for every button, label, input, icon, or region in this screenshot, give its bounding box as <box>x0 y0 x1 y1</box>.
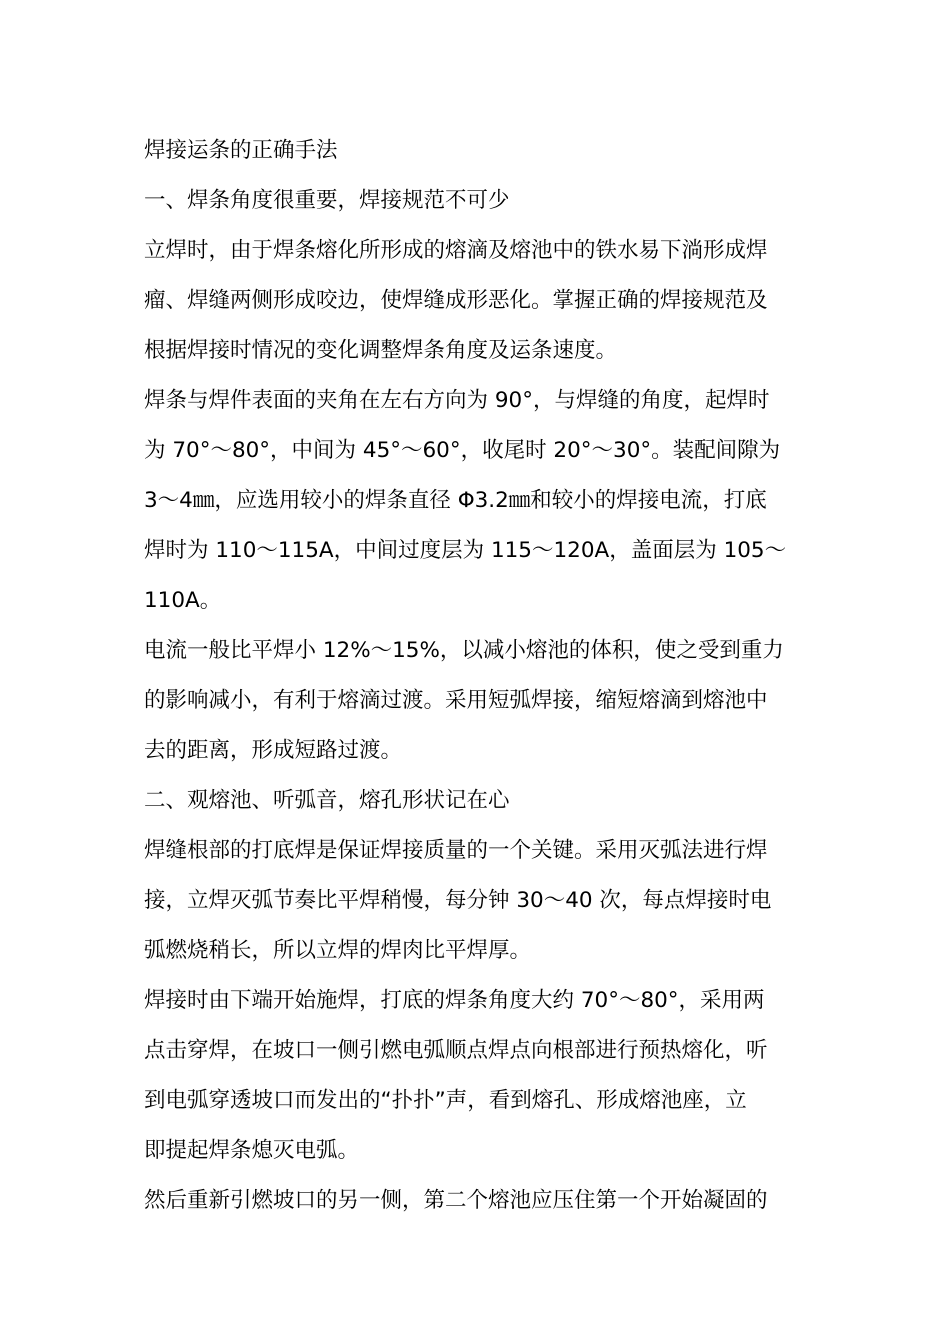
section-2 <box>144 776 808 1226</box>
document-title: 焊接运条的正确手法 <box>144 138 338 163</box>
document-page <box>144 126 808 1226</box>
section-heading: 一、焊条角度很重要，焊接规范不可少 <box>144 188 510 213</box>
text-line: 为 70°～80°，中间为 45°～60°，收尾时 20°～30°。装配间隙为 <box>144 438 781 463</box>
section-heading: 二、观熔池、听弧音，熔孔形状记在心 <box>144 788 510 813</box>
paragraph <box>144 376 808 626</box>
paragraph <box>144 826 808 976</box>
text-line: 点击穿焊，在坡口一侧引燃电弧顺点焊点向根部进行预热熔化，听 <box>144 1038 768 1063</box>
text-line: 立焊时，由于焊条熔化所形成的熔滴及熔池中的铁水易下淌形成焊 <box>144 238 768 263</box>
text-line: 接，立焊灭弧节奏比平焊稍慢，每分钟 30～40 次，每点焊接时电 <box>144 888 772 913</box>
text-line: 弧燃烧稍长，所以立焊的焊肉比平焊厚。 <box>144 938 532 963</box>
text-line: 焊接时由下端开始施焊，打底的焊条角度大约 70°～80°，采用两 <box>144 988 765 1013</box>
text-line: 3～4㎜，应选用较小的焊条直径 Φ3.2㎜和较小的焊接电流，打底 <box>144 488 767 513</box>
paragraph <box>144 1176 808 1226</box>
text-line: 去的距离，形成短路过渡。 <box>144 738 403 763</box>
text-line: 的影响减小，有利于熔滴过渡。采用短弧焊接，缩短熔滴到熔池中 <box>144 688 768 713</box>
text-line: 到电弧穿透坡口而发出的“扑扑”声，看到熔孔、形成熔池座，立 <box>144 1088 747 1113</box>
text-line: 110A。 <box>144 588 222 613</box>
paragraph <box>144 976 808 1176</box>
text-line: 焊条与焊件表面的夹角在左右方向为 90°，与焊缝的角度，起焊时 <box>144 388 770 413</box>
section-1 <box>144 176 808 776</box>
text-line: 瘤、焊缝两侧形成咬边，使焊缝成形恶化。掌握正确的焊接规范及 <box>144 288 768 313</box>
text-line: 焊时为 110～115A，中间过度层为 115～120A，盖面层为 105～ <box>144 538 787 563</box>
text-line: 焊缝根部的打底焊是保证焊接质量的一个关键。采用灭弧法进行焊 <box>144 838 768 863</box>
text-line: 根据焊接时情况的变化调整焊条角度及运条速度。 <box>144 338 618 363</box>
text-line: 然后重新引燃坡口的另一侧，第二个熔池应压住第一个开始凝固的 <box>144 1188 768 1213</box>
text-line: 电流一般比平焊小 12%～15%，以减小熔池的体积，使之受到重力 <box>144 638 784 663</box>
paragraph <box>144 626 808 776</box>
text-line: 即提起焊条熄灭电弧。 <box>144 1138 360 1163</box>
paragraph <box>144 226 808 376</box>
